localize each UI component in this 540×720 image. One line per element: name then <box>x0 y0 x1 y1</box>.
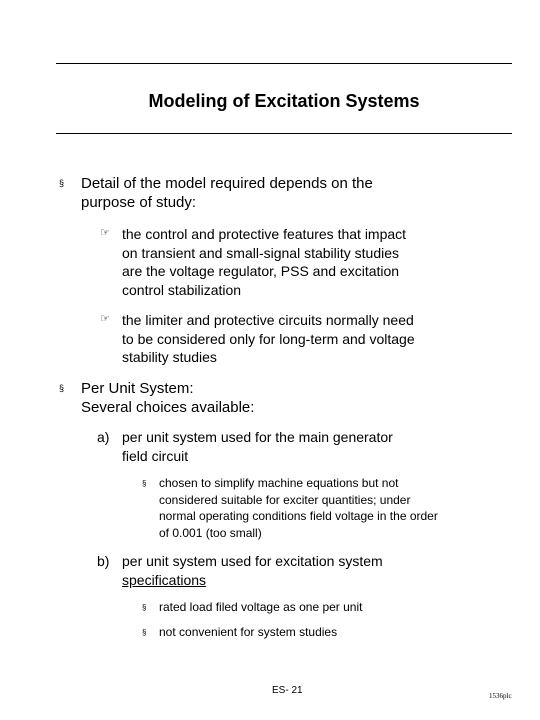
option-letter: a) <box>97 429 110 445</box>
square-bullet-icon: § <box>59 178 65 188</box>
option-text: per unit system used for excitation system specifications <box>122 553 383 588</box>
option-letter: b) <box>97 553 110 569</box>
page-number: ES- 21 <box>272 685 303 696</box>
page-title: Modeling of Excitation Systems <box>148 91 420 111</box>
square-bullet-icon: § <box>59 383 65 393</box>
top-divider <box>56 63 512 64</box>
bullet-text: Per Unit System: Several choices available: <box>81 380 255 416</box>
note-text: rated load filed voltage as one per unit <box>159 600 363 614</box>
sub-bullet-text: the limiter and protective circuits normally need to be considered only for long-term and voltage stability studies <box>122 312 415 365</box>
option-text: per unit system used for the main generator field circuit <box>122 429 393 464</box>
pointing-hand-icon: ☞ <box>100 313 110 325</box>
note-text: not convenient for system studies <box>159 625 338 639</box>
note-text: chosen to simplify machine equations but not considered suitable for exciter quantities; under normal operating conditions field voltage in the order of 0.001 (too small) <box>159 476 438 540</box>
pointing-hand-icon: ☞ <box>100 227 110 239</box>
document-code: 1536plc <box>489 692 512 700</box>
square-bullet-icon: § <box>142 628 147 637</box>
sub-bullet-text: the control and protective features that impact on transient and small-signal stability studies are the voltage regulator, PSS and excitation control stabilization <box>122 226 407 298</box>
square-bullet-icon: § <box>142 603 147 612</box>
square-bullet-icon: § <box>142 479 147 488</box>
title-divider <box>56 133 512 134</box>
bullet-text: Detail of the model required depends on the purpose of study: <box>81 175 373 211</box>
